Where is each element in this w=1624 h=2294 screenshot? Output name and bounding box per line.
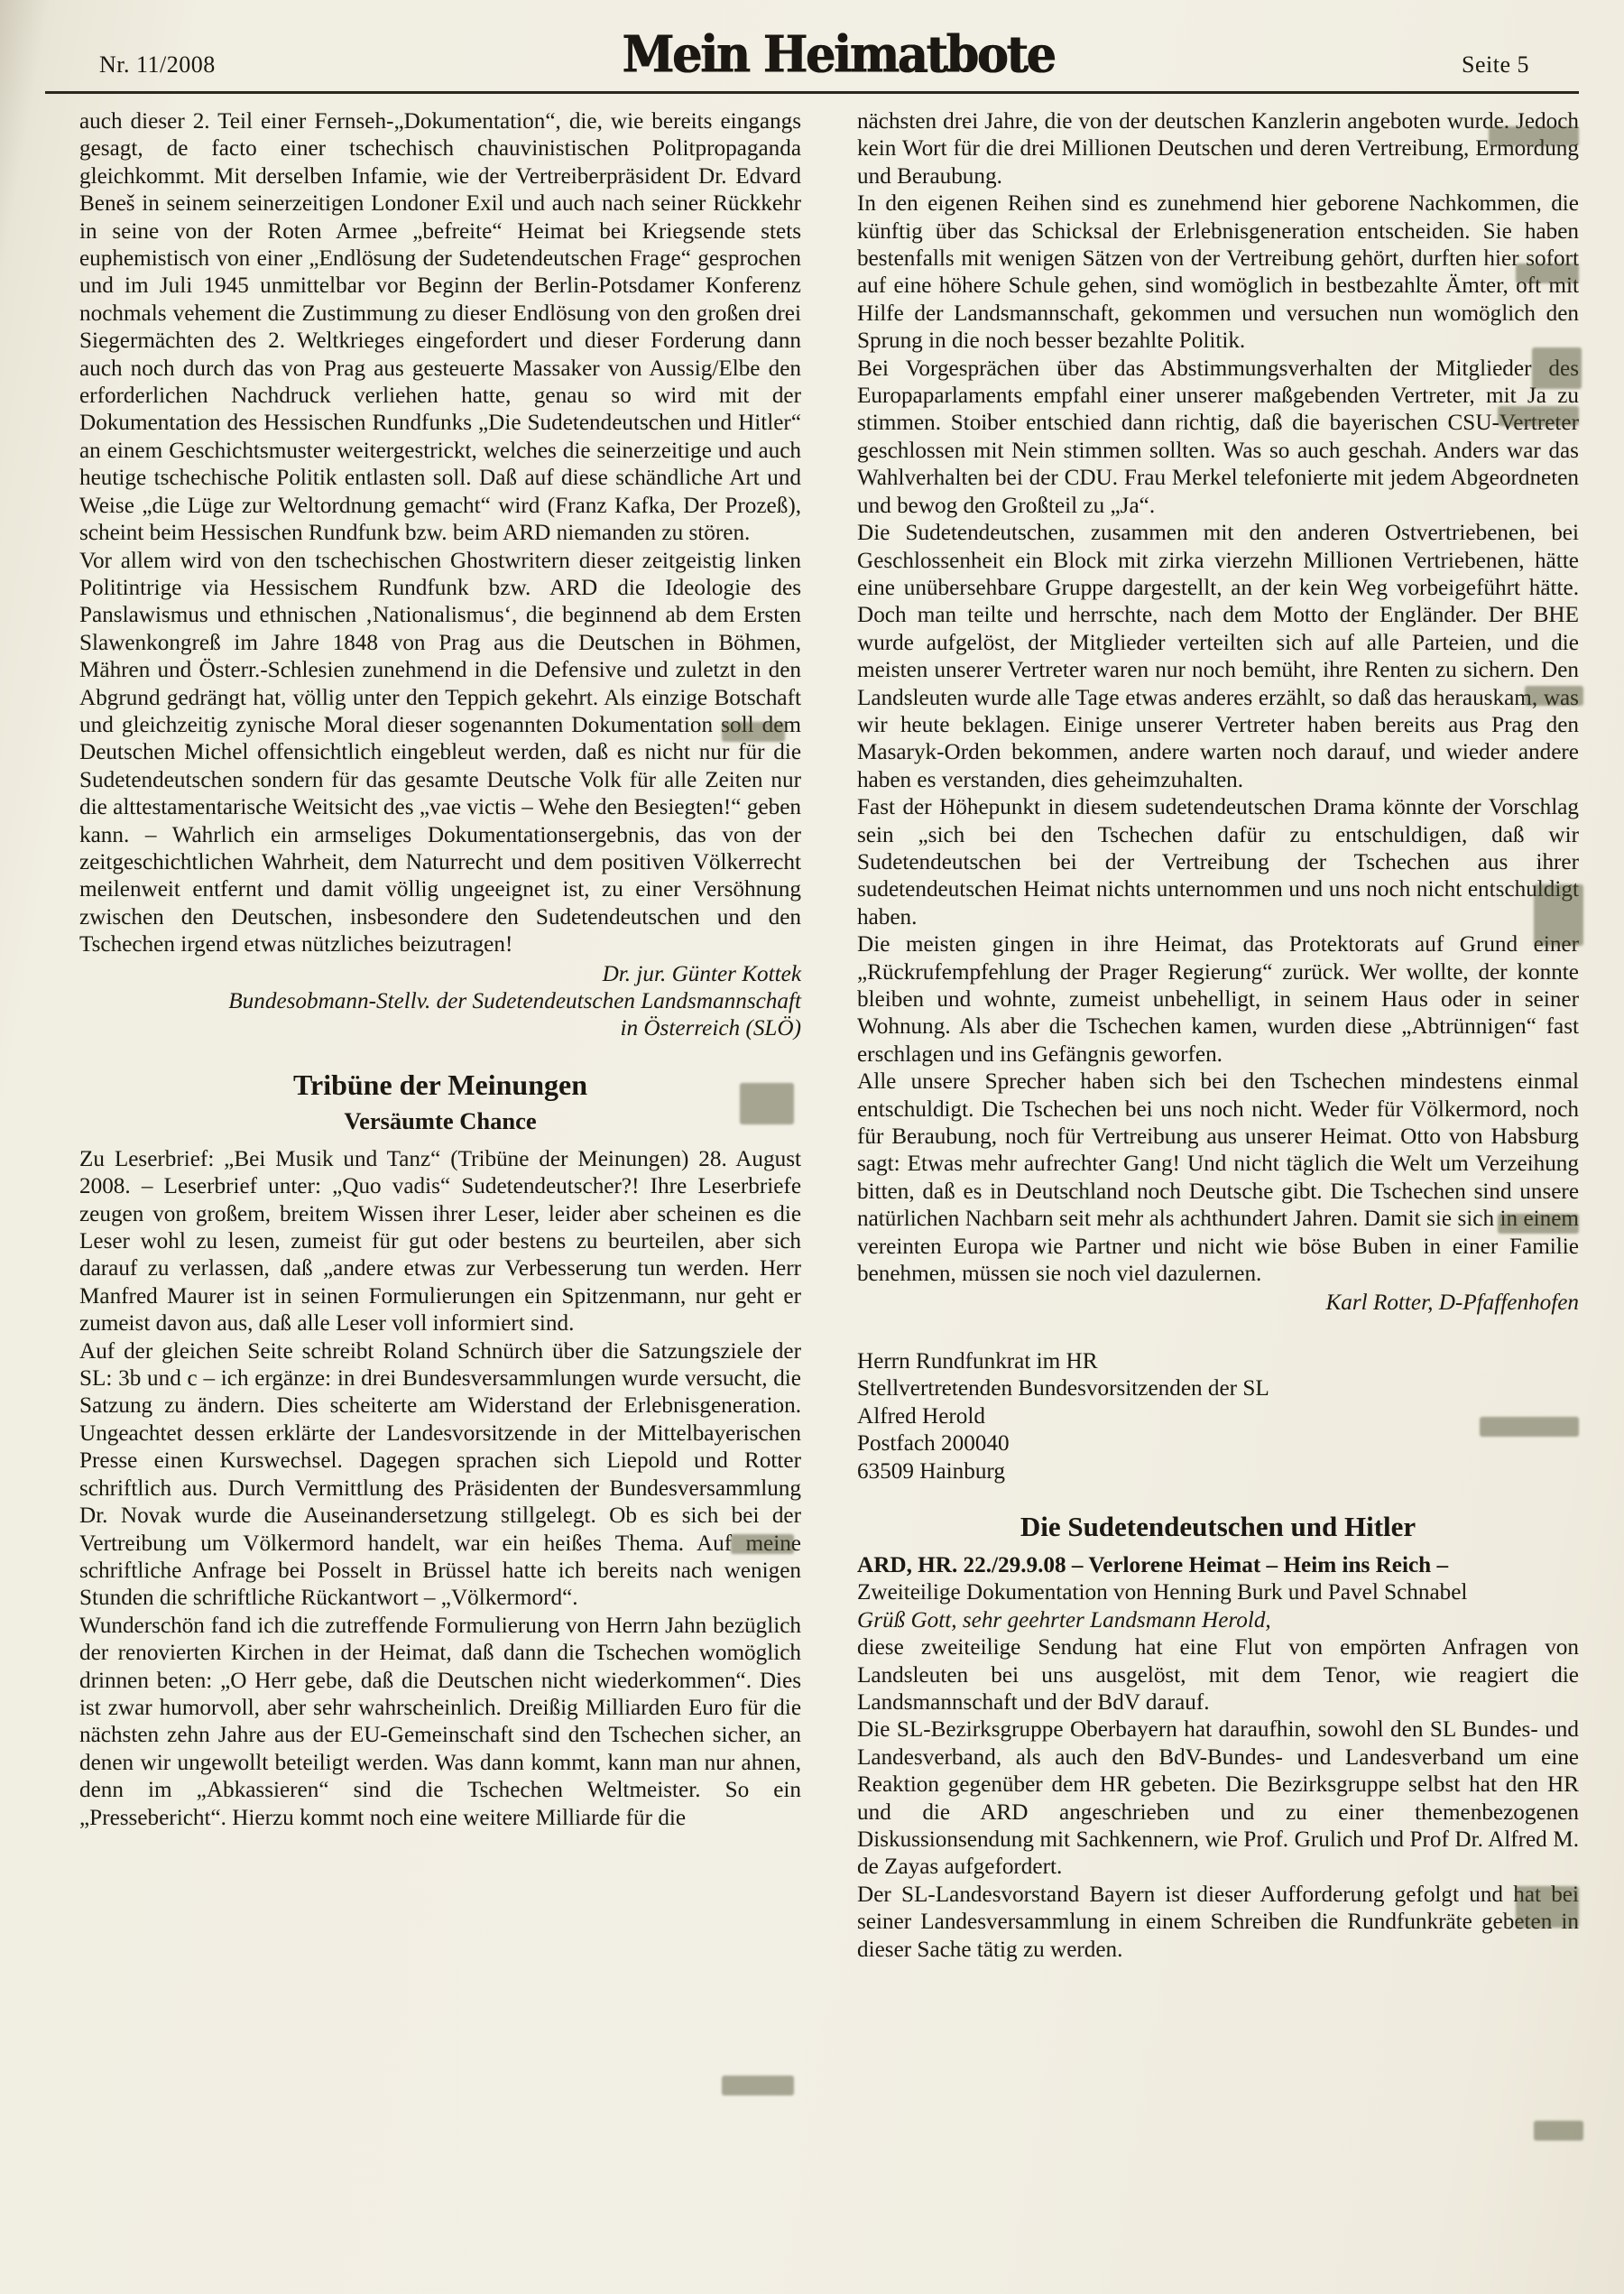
left-column	[79, 108, 801, 1964]
address-line: Herrn Rundfunkrat im HR	[857, 1348, 1098, 1374]
address-line: Postfach 200040	[857, 1431, 1010, 1457]
address-line: Alfred Herold	[857, 1403, 985, 1429]
article-signature	[79, 961, 801, 1043]
article-title: Die Sudetendeutschen und Hitler	[1020, 1510, 1416, 1542]
paragraph: In den eigenen Reihen sind es zunehmend hier geborene Nachkommen, die künftig über das Schicksal der Erlebnisgeneration entscheiden. Sie haben bestenfalls mit wenigen Sätzen von der Vertreibung gehört, durften hier sofort auf eine höhere Schule gehen, sind womöglich in bestbezahlte Ämter, oft mit Hilfe der Landsmannschaft, gekommen und versuchen nun womöglich den Sprung in die noch besser bezahlte Politik.	[857, 191, 1579, 354]
scan-artifact	[1534, 2121, 1583, 2141]
paragraph: nächsten drei Jahre, die von der deutschen Kanzlerin angeboten wurde. Jedoch kein Wort für die drei Millionen Deutschen und deren Vertreibung, Ermordung und Beraubung.	[857, 109, 1579, 189]
page-number: Seite 5	[1462, 51, 1529, 78]
salutation: Grüß Gott, sehr geehrter Landsmann Herold,	[857, 1607, 1271, 1633]
signature-org: in Österreich (SLÖ)	[620, 1016, 801, 1041]
paragraph: Bei Vorgesprächen über das Abstimmungsverhalten der Mitglieder des Europaparlaments empfahl einer unserer maßgebenden Vertreter, mit Ja zu stimmen. Stoiber entschied dann richtig, daß die bayerischen CSU-Vertreter geschlossen mit Nein stimmen sollten. Was so auch geschah. Anders war das Wahlverhalten bei der CDU. Frau Merkel telefonierte mit jedem Abgeordneten und bewog den Großteil zu „Ja“.	[857, 356, 1579, 518]
address-line: Stellvertretenden Bundesvorsitzenden der SL	[857, 1376, 1269, 1401]
paragraph: Auf der gleichen Seite schreibt Roland Schnürch über die Satzungsziele der SL: 3b und c – ich ergänze: in drei Bundesversammlungen wurde versucht, die Satzung zu ändern. Dies scheiterte am Widerstand der Erlebnisgeneration. Ungeachtet dessen erklärte der Landesvorsitzende in der Mittelbayerischen Presse einen Kurswechsel. Dagegen sprachen sich Liepold und Rotter schriftlich aus. Durch Vermittlung des Präsidenten der Bundesversammlung Dr. Novak wurde die Auseinandersetzung stillgelegt. Ob es sich bei der Vertreibung um Völkermord handelt, war ein heißes Thema. Auf meine schriftliche Anfrage bei Posselt in Brüssel hatte ich bereits nach wenigen Stunden die schriftliche Rückantwort – „Völkermord“.	[79, 1338, 801, 1611]
paragraph: Vor allem wird von den tschechischen Ghostwritern dieser zeitgeistig linken Politintrige via Hessischem Rundfunk bzw. ARD die Ideologie des Panslawismus und ethnischen ‚Nationalismus‘, die beginnend ab dem Ersten Slawenkongreß im Jahre 1848 von Prag aus die Deutschen in Böhmen, Mähren und Österr.-Schlesien zunehmend in die Defensive und zuletzt in den Abgrund gedrängt hat, völlig unter den Teppich gekehrt. Als einzige Botschaft und gleichzeitig zynische Moral dieser sogenannten Dokumentation soll dem Deutschen Michel offensichtlich eingebleut werden, daß es nicht nur für die Sudetendeutschen sondern für das gesamte Deutsche Volk für alle Zeiten nur die alttestamentarische Weitsicht des „vae victis – Wehe den Besiegten!“ geben kann. – Wahrlich ein armseliges Dokumentationsergebnis, das von der zeitgeschichtlichen Wahrheit, dem Naturrecht und dem positiven Völkerrecht meilenweit entfernt und damit völlig ungeeignet ist, zu einer Versöhnung zwischen den Deutschen, insbesondere den Sudetendeutschen und den Tschechen irgend etwas nützliches beizutragen!	[79, 548, 801, 957]
columns	[0, 94, 1624, 1964]
right-column	[857, 108, 1579, 1964]
article-subtitle-bold: ARD, HR. 22./29.9.08 – Verlorene Heimat – Heim ins Reich –	[857, 1552, 1449, 1577]
page-header	[45, 0, 1579, 94]
paragraph: Die meisten gingen in ihre Heimat, das Protektorats auf Grund einer „Rückrufempfehlung der Prager Regierung“ zurück. Wer wollte, der konnte bleiben und wohnte, zumeist unbehelligt, in seinem Haus oder in seiner Wohnung. Als aber die Tschechen kamen, wurden diese „Abtrünnigen“ fast erschlagen und ins Gefängnis geworfen.	[857, 932, 1579, 1067]
issue-number: Nr. 11/2008	[99, 51, 216, 78]
section-title: Tribüne der Meinungen	[293, 1068, 587, 1101]
paragraph: Der SL-Landesvorstand Bayern ist dieser Aufforderung gefolgt und hat bei seiner Landesversammlung in einem Schreiben die Rundfunkräte gebeten in dieser Sache tätig zu werden.	[857, 1882, 1579, 1962]
paragraph: auch dieser 2. Teil einer Fernseh-„Dokumentation“, die, wie bereits eingangs gesagt, de facto einer tschechisch chauvinistischen Politpropaganda gleichkommt. Mit derselben Infamie, wie der Vertreiberpräsident Dr. Edvard Beneš in seinem seinerzeitigen Londoner Exil und auch nach seiner Rückkehr in seine von der Roten Armee „befreite“ Heimat bei Kriegsende stets euphemistisch von einer „Endlösung der Sudetendeutschen Frage“ gesprochen und im Juli 1945 unmittelbar vor Beginn der Berlin-Potsdamer Konferenz nochmals vehement die Zustimmung zu dieser Endlösung von den großen drei Siegermächten des 2. Weltkrieges eingefordert und dieser Forderung dann auch noch durch das von Prag aus gesteuerte Massaker von Aussig/Elbe den erforderlichen Nachdruck verliehen hatte, genau so wird mit der Dokumentation des Hessischen Rundfunks „Die Sudetendeutschen und Hitler“ an einem Geschichtsmuster weitergestrickt, welches die seinerzeitige und auch heutige tschechische Politik entlasten soll. Daß auf diese schändliche Art und Weise „die Lüge zur Weltordnung gemacht“ wird (Franz Kafka, Der Prozeß), scheint beim Hessischen Rundfunk bzw. beim ARD niemanden zu stören.	[79, 109, 801, 546]
paragraph: Die Sudetendeutschen, zusammen mit den anderen Ostvertriebenen, bei Geschlossenheit ein Block mit zirka vierzehn Millionen Vertriebenen, hätte eine unübersehbare Gruppe dargestellt, an der kein Weg vorbeigeführt hätte. Doch man teilte und herrschte, nach dem Motto der Engländer. Der BHE wurde aufgelöst, der Mitglieder verteilten sich auf alle Parteien, und die meisten unserer Vertreter waren nur noch bemüht, ihre Renten zu sichern. Den Landsleuten wurde alle Tage etwas anderes erzählt, so daß das herauskam, was wir heute beklagen. Einige unserer Vertreter haben bereits aus Prag den Masaryk-Orden bekommen, andere warten noch darauf, und wieder andere haben es verstanden, dies geheimzuhalten.	[857, 521, 1579, 792]
signature-role: Bundesobmann-Stellv. der Sudetendeutschen Landsmannschaft	[228, 989, 801, 1013]
paragraph: diese zweiteilige Sendung hat eine Flut von empörten Anfragen von Landsleuten bei uns ausgelöst, mit dem Tenor, wie reagiert die Landsmannschaft und der BdV darauf.	[857, 1635, 1579, 1715]
masthead: Mein Heimatbote	[622, 24, 1055, 85]
paragraph: Wunderschön fand ich die zutreffende Formulierung von Herrn Jahn bezüglich der renovierten Kirchen in der Heimat, daß dann die Tschechen womöglich drinnen beten: „O Herr gebe, daß die Deutschen nicht wiederkommen“. Dies ist zwar humorvoll, aber sehr wahrscheinlich. Dreißig Milliarden Euro für die nächsten zehn Jahre aus der EU-Gemeinschaft sind den Tschechen sicher, an denen wir ungewollt beteiligt werden. Was dann kommt, kann man nur ahnen, denn im „Abkassieren“ sind die Tschechen Weltmeister. So ein „Pressebericht“. Hierzu kommt noch eine weitere Milliarde für die	[79, 1613, 801, 1830]
signature-name: Karl Rotter, D-Pfaffenhofen	[1325, 1290, 1579, 1316]
letter-title: Versäumte Chance	[344, 1106, 537, 1134]
letter-signature	[857, 1290, 1579, 1317]
paragraph: Fast der Höhepunkt in diesem sudetendeutschen Drama könnte der Vorschlag sein „sich bei den Tschechen dafür zu entschuldigen, daß wir Sudetendeutschen bei der Vertreibung der Tschechen aus ihrer sudetendeutschen Heimat nichts unternommen und uns noch nicht entschuldigt haben.	[857, 795, 1579, 930]
scan-artifact	[722, 2076, 794, 2095]
paragraph: Alle unsere Sprecher haben sich bei den Tschechen mindestens einmal entschuldigt. Die Tschechen bei uns noch nicht. Weder für Völkermord, noch für Beraubung, noch für Vertreibung aus unserer Heimat. Otto von Habsburg sagt: Etwas mehr aufrechter Gang! Und nicht täglich die Welt um Verzeihung bitten, daß es in Deutschland noch Deutsche gibt. Die Tschechen sind unsere natürlichen Nachbarn seit mehr als achthundert Jahren. Damit sie sich in einem vereinten Europa wie Partner und nicht wie böse Buben in einer Familie benehmen, müssen sie noch viel dazulernen.	[857, 1069, 1579, 1287]
paragraph: Die SL-Bezirksgruppe Oberbayern hat daraufhin, sowohl den SL Bundes- und Landesverband, als auch den BdV-Bundes- und Landesverband um eine Reaktion gegenüber dem HR gebeten. Die Bezirksgruppe selbst hat den HR und die ARD angeschrieben und zu einer themenbezogenen Diskussionsendung mit Sachkennern, wie Prof. Grulich und Prof Dr. Alfred M. de Zayas aufgefordert.	[857, 1717, 1579, 1880]
article-subtitle: Zweiteilige Dokumentation von Henning Burk und Pavel Schnabel	[857, 1580, 1468, 1605]
paragraph: Zu Leserbrief: „Bei Musik und Tanz“ (Tribüne der Meinungen) 28. August 2008. – Leserbrief unter: „Quo vadis“ Sudetendeutscher?! Ihre Leserbriefe zeugen von großem, breitem Wissen ihrer Leser, leider aber scheinen es die Leser wohl zu lesen, zumeist für gut oder bestens zu beurteilen, aber sich darauf zu verlassen, daß „andere etwas zur Verbesserung tun werden. Herr Manfred Maurer ist in seinen Formulierungen ein Spitzenmann, nur geht er zumeist davon aus, daß alle Leser voll informiert sind.	[79, 1146, 801, 1337]
address-line: 63509 Hainburg	[857, 1458, 1005, 1484]
address-block	[857, 1348, 1579, 1485]
signature-name: Dr. jur. Günter Kottek	[602, 961, 801, 986]
